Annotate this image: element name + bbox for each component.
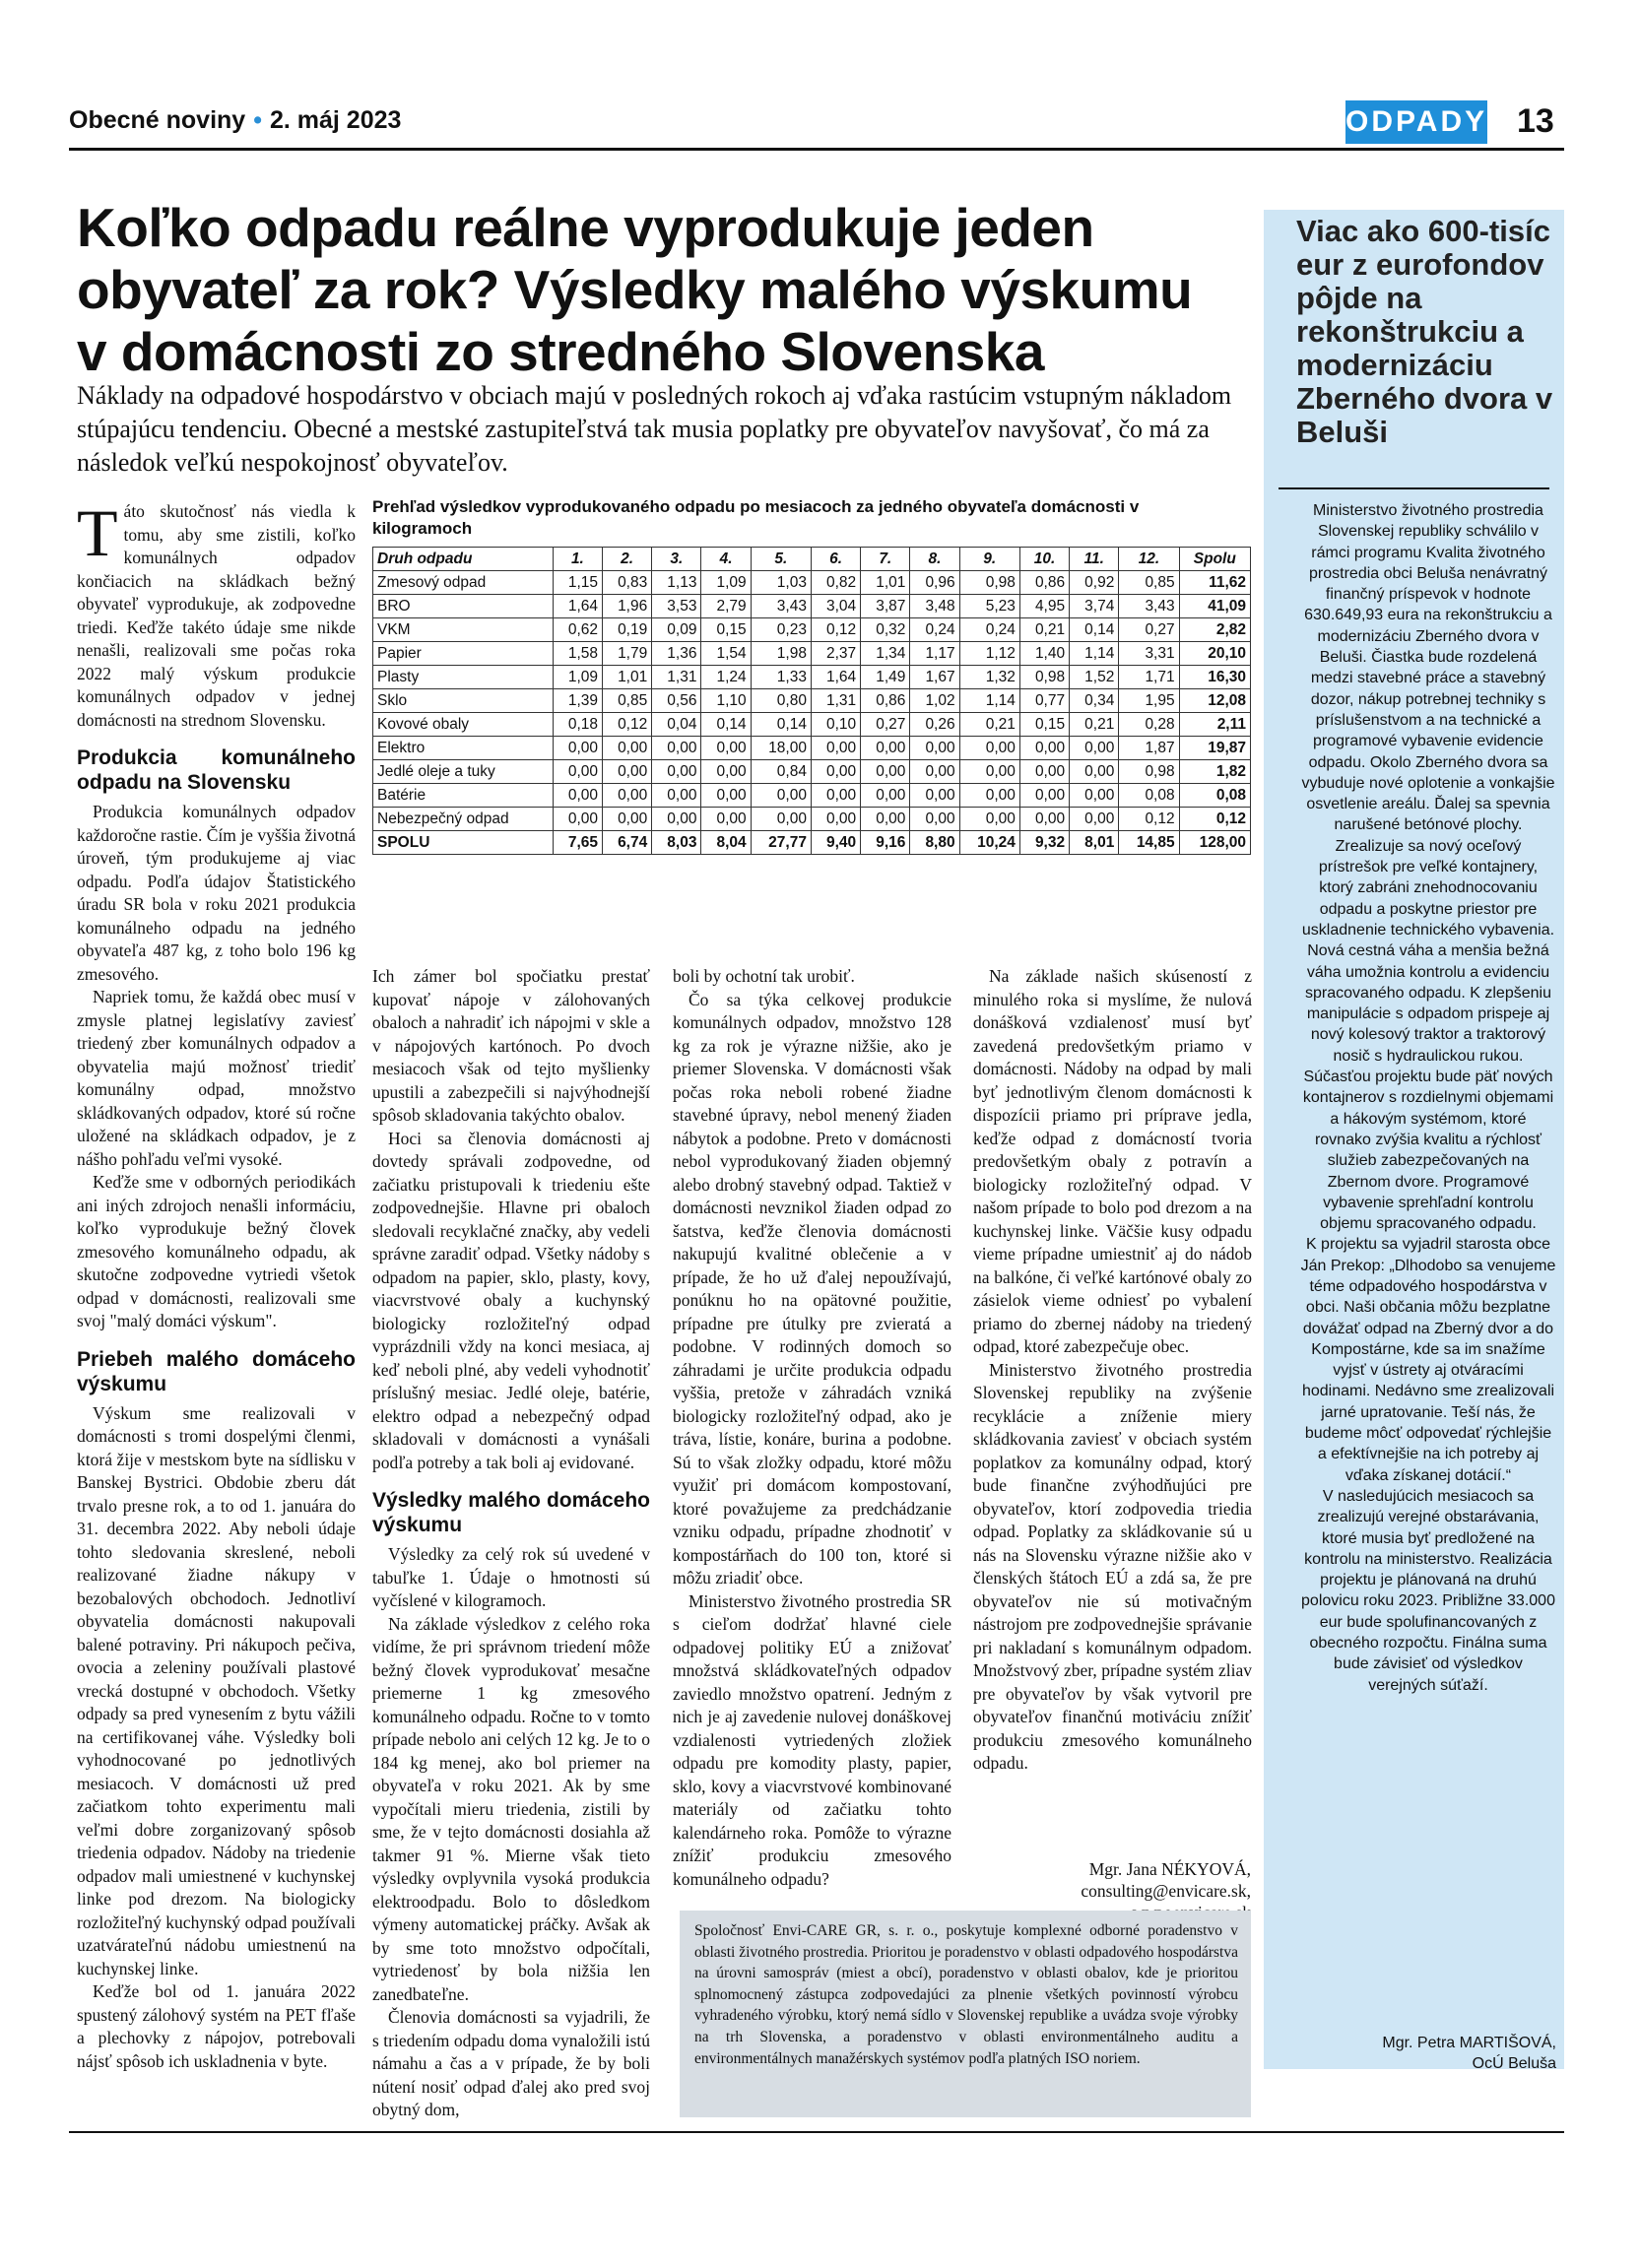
column-header-month: 12. (1119, 548, 1179, 571)
table-cell: 1,52 (1070, 666, 1119, 689)
table-cell: 0,00 (1070, 737, 1119, 760)
table-cell: 0,00 (603, 784, 652, 808)
table-cell: 7,65 (553, 831, 602, 855)
table-cell: 0,23 (751, 618, 811, 642)
paragraph: Ministerstvo životného prostredia Slovenskej republiky na zvýšenie recyklácie a zníženie miery skládkovania zaviesť v obciach systém poplatkov za komunálny odpad, ktorý bude finančne zvýhodňujúci pre obyvateľov, ktorí zodpovedia triedia odpad. Poplatky za skládkovanie sú u nás na Slovensku výrazne nižšie ako v členských štátoch EÚ a zdá sa, že pre obyvateľov nie sú motivačným nástrojom pre zodpovednejšie správanie pri nakladaní s komunálnym odpadom. Množstvový zber, prípadne systém zliav pre obyvateľov by však vytvoril pre obyvateľov finančnú motiváciu znížiť produkciu zmesového komunálneho odpadu. (973, 1359, 1252, 1773)
table-cell: 0,00 (701, 784, 751, 808)
table-title: Prehľad výsledkov vyprodukovaného odpadu po mesiacoch za jedného obyvateľa domácnosti v kilogramoch (372, 497, 1140, 538)
table-row (373, 642, 1251, 666)
table-cell: 1,39 (553, 689, 602, 713)
column-header-month: 6. (811, 548, 860, 571)
table-cell: 0,00 (652, 784, 701, 808)
table-row (373, 666, 1251, 689)
row-label: Plasty (373, 666, 554, 689)
table-cell: 0,28 (1119, 713, 1179, 737)
table-cell: 1,54 (701, 642, 751, 666)
newspaper-header (69, 106, 401, 135)
article-lead: Náklady na odpadové hospodárstvo v obciach majú v posledných rokoch aj vďaka rastúcim vstupným nákladom stúpajúcu tendenciu. Obecné a mestské zastupiteľstvá tak musia poplatky pre obyvateľov navyšovať, čo má za následok veľkú nespokojnosť obyvateľov. (77, 381, 1232, 477)
row-label: Sklo (373, 689, 554, 713)
table-cell: 0,98 (1119, 760, 1179, 784)
table-row (373, 713, 1251, 737)
table-cell: 0,00 (1019, 784, 1069, 808)
table-cell: 0,00 (910, 760, 959, 784)
table-cell: 2,37 (811, 642, 860, 666)
table-cell: 6,74 (603, 831, 652, 855)
table-cell: 3,53 (652, 595, 701, 618)
row-label: Jedlé oleje a tuky (373, 760, 554, 784)
table-header-row (373, 548, 1251, 571)
table-cell: 3,31 (1119, 642, 1179, 666)
table-cell: 0,00 (652, 808, 701, 831)
table-cell: 0,00 (910, 808, 959, 831)
newspaper-name: Obecné noviny (69, 106, 246, 134)
table-cell: 1,71 (1119, 666, 1179, 689)
table-cell: 0,00 (959, 760, 1019, 784)
column-header-month: 11. (1070, 548, 1119, 571)
paragraph: Členovia domácnosti sa vyjadrili, že s triedením odpadu doma vynaložili istú námahu a čas a v prípade, že by boli nútení nosiť odpad ďalej ako pred svoj obytný dom, (372, 2007, 650, 2119)
table-row (373, 808, 1251, 831)
table-row (373, 689, 1251, 713)
table-row (373, 618, 1251, 642)
author-email: consulting@envicare.sk, (1081, 1881, 1251, 1901)
table-cell: 0,00 (553, 808, 602, 831)
table-cell: 0,00 (701, 737, 751, 760)
table-cell: 0,00 (751, 808, 811, 831)
table-cell: 9,40 (811, 831, 860, 855)
column-header-type: Druh odpadu (373, 548, 554, 571)
table-cell: 0,00 (553, 760, 602, 784)
table-cell: 1,32 (959, 666, 1019, 689)
table-cell: 1,01 (603, 666, 652, 689)
table-cell: 0,85 (1119, 571, 1179, 595)
sidebar-headline: Viac ako 600-tisíc eur z eurofondov pôjde na rekonštrukciu a modernizáciu Zberného dvora v Beluši (1296, 214, 1553, 449)
row-total-cell: 41,09 (1179, 595, 1250, 618)
table-cell: 1,12 (959, 642, 1019, 666)
footer-rule (69, 2131, 1564, 2133)
table-cell: 0,14 (1070, 618, 1119, 642)
paragraph: Keďže sme v odborných periodikách ani iných zdrojoch nenašli informáciu, koľko vyprodukuje bežný človek zmesového komunálneho odpadu, ak skutočne zodpovedne vytriedi všetok odpad v domácnosti, realizovali sme svoj "malý domáci výskum". (77, 1172, 356, 1330)
article-column-1 (77, 495, 356, 2073)
subheading: Produkcia komunálneho odpadu na Slovensku (77, 746, 356, 794)
table-cell: 5,23 (959, 595, 1019, 618)
sidebar-paragraph: K projektu sa vyjadril starosta obce Ján Prekop: „Dlhodobo sa venujeme téme odpadového hospodárstva v obci. Naši občania môžu bezplatne dovážať odpad na Zberný dvor a do Kompostárne, kde sa im snažíme vyjsť v ústrety aj otváracími hodinami. Nedávno sme zrealizovali jarné upratovanie. Teší nás, že budeme môcť odpovedať rýchlejšie a efektívnejšie na ich potreby aj vďaka získanej dotácií.“ (1300, 1236, 1556, 1484)
column-header-month: 4. (701, 548, 751, 571)
table-cell: 0,00 (811, 737, 860, 760)
column-header-month: 8. (910, 548, 959, 571)
table-cell: 1,31 (811, 689, 860, 713)
table-cell: 0,00 (861, 808, 910, 831)
table-cell: 0,21 (1070, 713, 1119, 737)
table-cell: 0,24 (910, 618, 959, 642)
row-label: Kovové obaly (373, 713, 554, 737)
article-headline: Koľko odpadu reálne vyprodukuje jeden obyvateľ za rok? Výsledky malého výskumu v domácnosti zo stredného Slovenska (77, 197, 1193, 382)
article-column-2 (372, 965, 650, 2122)
column-header-month: 1. (553, 548, 602, 571)
table-cell: 0,24 (959, 618, 1019, 642)
table-cell: 0,10 (811, 713, 860, 737)
paragraph: Na základe našich skúseností z minulého roka si myslíme, že nulová donášková vzdialenosť musí byť zavedená predovšetkým priamo v domácnosti. Nádoby na odpad by mali byť jednotlivým členom domácnosti k dispozícii priamo pri príprave jedla, keďže odpad z domácností tvoria predovšetkým obaly z potravín a biologicky rozložiteľný odpad. V našom prípade to bolo pod drezom a na kuchynskej linke. Väčšie kusy odpadu vieme prípadne umiestniť aj do nádob na balkóne, či veľké kartónové obaly zo zásielok vieme odniesť po vybalení priamo do zbernej nádoby na triedený odpad, ktoré zabezpečuje obec. (973, 966, 1252, 1356)
bullet-separator: • (253, 106, 262, 134)
row-total-cell: 128,00 (1179, 831, 1250, 855)
table-cell: 0,15 (701, 618, 751, 642)
paragraph: Hoci sa členovia domácnosti aj dovtedy správali zodpovedne, od začiatku pristupovali k triedeniu ešte zodpovednejšie. Hlavne pri obaloch sledovali recyklačné značky, aby vedeli správne zaradiť odpad. Všetky nádoby s odpadom na papier, sklo, plasty, kovy, viacvrstvové obaly a kuchynský biologicky rozložiteľný odpad vyprázdnili vždy na konci mesiaca, aj keď neboli plné, aby vedeli vyhodnotiť príslušný mesiac. Jedlé oleje, batérie, elektro odpad a nebezpečný odpad skladovali v domácnosti a vynášali podľa potreby a tak boli aj evidované. (372, 1128, 650, 1472)
table-row (373, 760, 1251, 784)
company-info-text: Spoločnosť Envi-CARE GR, s. r. o., poskytuje komplexné odborné poradenstvo v oblasti životného prostredia. Prioritou je poradenstvo v oblasti odpadového hospodárstva na úrovni samospráv (miest a obcí), poradenstvo v oblasti obalov, kde je prioritou splnomocnený zástupca zodpovedajúci za plnenie všetkých povinností výrobcu vyhradeného výrobku, ktorý nemá sídlo v Slovenskej republike a uvádza svoje výrobky na trh Slovenska, a poradenstvo v oblasti environmentálneho auditu a environmentálnych manažérskych systémov podľa platných ISO noriem. (694, 1922, 1238, 2067)
table-row (373, 784, 1251, 808)
row-label: Batérie (373, 784, 554, 808)
table-cell: 0,00 (701, 760, 751, 784)
table-cell: 3,43 (1119, 595, 1179, 618)
table-cell: 0,00 (1070, 760, 1119, 784)
row-label: VKM (373, 618, 554, 642)
row-label: BRO (373, 595, 554, 618)
table-cell: 0,00 (603, 808, 652, 831)
table-cell: 1,64 (811, 666, 860, 689)
table-cell: 0,62 (553, 618, 602, 642)
table-cell: 9,32 (1019, 831, 1069, 855)
table-cell: 0,00 (1019, 808, 1069, 831)
table-cell: 0,14 (701, 713, 751, 737)
table-cell: 0,80 (751, 689, 811, 713)
table-cell: 0,82 (811, 571, 860, 595)
column-header-total: Spolu (1179, 548, 1250, 571)
row-label: SPOLU (373, 831, 554, 855)
table-cell: 0,21 (1019, 618, 1069, 642)
table-cell: 1,40 (1019, 642, 1069, 666)
table-cell: 0,00 (1019, 760, 1069, 784)
subheading: Priebeh malého domáceho výskumu (77, 1347, 356, 1395)
table-cell: 1,14 (1070, 642, 1119, 666)
table-cell: 0,21 (959, 713, 1019, 737)
table-cell: 1,02 (910, 689, 959, 713)
table-cell: 0,18 (553, 713, 602, 737)
subheading: Výsledky malého domáceho výskumu (372, 1489, 650, 1536)
column-header-month: 2. (603, 548, 652, 571)
paragraph: Produkcia komunálnych odpadov každoročne rastie. Čím je vyššia životná úroveň, tým produkujeme aj viac odpadu. Podľa údajov Štatistického úradu SR bola v roku 2021 produkcia komunálneho odpadu na jedného obyvateľa 487 kg, z toho bolo 196 kg zmesového. (77, 802, 356, 984)
page-number: 13 (1517, 102, 1554, 140)
row-total-cell: 11,62 (1179, 571, 1250, 595)
table-cell: 1,15 (553, 571, 602, 595)
table-cell: 1,17 (910, 642, 959, 666)
paragraph: Keďže bol od 1. januára 2022 spustený zálohový systém na PET fľaše a plechovky z nápojov, potrebovali nájsť spôsob ich uskladnenia v byte. (77, 1981, 356, 2071)
column-header-month: 9. (959, 548, 1019, 571)
table-cell: 9,16 (861, 831, 910, 855)
table-cell: 1,87 (1119, 737, 1179, 760)
table-cell: 3,43 (751, 595, 811, 618)
row-total-cell: 0,08 (1179, 784, 1250, 808)
issue-date: 2. máj 2023 (269, 106, 402, 134)
sidebar-paragraph: V nasledujúcich mesiacoch sa zrealizujú verejné obstarávania, ktoré musia byť predložené na kontrolu na ministerstvo. Realizácia projektu je plánovaná na druhú polovicu roku 2023. Približne 33.000 eur bude spolufinancovaných z obecného rozpočtu. Finálna suma bude závisieť od výsledkov verejných súťaží. (1301, 1487, 1555, 1694)
table-cell: 0,56 (652, 689, 701, 713)
table-cell: 1,09 (553, 666, 602, 689)
table-cell: 0,00 (861, 760, 910, 784)
table-cell: 1,24 (701, 666, 751, 689)
table-cell: 1,33 (751, 666, 811, 689)
table-cell: 0,32 (861, 618, 910, 642)
table-cell: 0,00 (811, 784, 860, 808)
table-cell: 0,00 (811, 808, 860, 831)
table-cell: 0,84 (751, 760, 811, 784)
table-total-row (373, 831, 1251, 855)
sidebar-paragraph: Ministerstvo životného prostredia Slovenskej republiky schválilo v rámci programu Kvalita životného prostredia obci Beluša nenávratný finančný príspevok v hodnote 630.649,93 eura na rekonštrukciu a modernizáciu Zberného dvora v Beluši. Čiastka bude rozdelená medzi stavebné práce a stavebný dozor, nákup potrebnej techniky s príslušenstvom a na technické a programové vybavenie evidencie odpadu. Okolo Zberného dvora sa vybuduje nové oplotenie a vonkajšie osvetlenie areálu. Ďalej sa spevnia narušené betónové plochy. Zrealizuje sa nový oceľový prístrešok pre veľké kontajnery, ktorý zabráni znehodnocovaniu odpadu a poskytne priestor pre uskladnenie technického vybavenia. Nová cestná váha a menšia bežná váha umožnia kontrolu a evidenciu spracovaného odpadu. K zlepšeniu manipulácie s odpadom prispeje aj nový kolesový traktor a traktorový nosič s hydraulickou rukou. Súčasťou projektu bude päť nových kontajnerov s rozdielnymi objemami a hákovým systémom, ktoré rovnako zvýšia kvalitu a rýchlosť služieb zabezpečovaných na Zbernom dvore. Programové vybavenie sprehľadní kontrolu objemu spracovaného odpadu. (1301, 502, 1555, 1233)
table-cell: 1,01 (861, 571, 910, 595)
table-row (373, 595, 1251, 618)
table-cell: 1,14 (959, 689, 1019, 713)
table-row (373, 571, 1251, 595)
sidebar-body (1300, 500, 1556, 1696)
paragraph: Ministerstvo životného prostredia SR s cieľom dodržať hlavné ciele odpadovej politiky EÚ a znižovať množstvá skládkovateľných odpadov zaviedlo množstvo opatrení. Jedným z nich je aj zavedenie nulovej donáškovej vzdialenosti vytriedených zložiek odpadu pre komodity plasty, papier, sklo, kovy a viacvrstvové kombinované materiály od začiatku tohto kalendárneho roka. Pomôže to výrazne znížiť produkciu zmesového komunálneho odpadu? (673, 1590, 951, 1889)
table-cell: 3,48 (910, 595, 959, 618)
table-cell: 0,00 (959, 737, 1019, 760)
table-cell: 0,00 (811, 760, 860, 784)
table-cell: 27,77 (751, 831, 811, 855)
column-header-month: 3. (652, 548, 701, 571)
table-cell: 10,24 (959, 831, 1019, 855)
table-cell: 14,85 (1119, 831, 1179, 855)
table-cell: 1,96 (603, 595, 652, 618)
table-cell: 0,96 (910, 571, 959, 595)
table-cell: 0,19 (603, 618, 652, 642)
table-cell: 0,08 (1119, 784, 1179, 808)
table-cell: 0,12 (1119, 808, 1179, 831)
table-cell: 0,00 (603, 737, 652, 760)
table-cell: 0,00 (910, 737, 959, 760)
row-label: Elektro (373, 737, 554, 760)
row-total-cell: 20,10 (1179, 642, 1250, 666)
table-cell: 0,00 (603, 760, 652, 784)
table-cell: 1,64 (553, 595, 602, 618)
paragraph: Výskum sme realizovali v domácnosti s tromi dospelými členmi, ktorá žije v mestskom byte na sídlisku v Banskej Bystrici. Obdobie zberu dát trvalo presne rok, a to od 1. januára do 31. decembra 2022. Aby neboli údaje tohto sledovania skreslené, neboli realizované žiadne nákupy v bezobalových obchodoch. Jednotliví obyvatelia domácnosti nakupovali balené potraviny. Pri nákupoch pečiva, ovocia a zeleniny používali plastové vrecká dostupné v obchodoch. Všetky odpady sa pred vynesením z bytu vážili na certifikovanej váhe. Výsledky boli vyhodnocované po jednotlivých mesiacoch. V domácnosti už pred začiatkom tohto experimentu mali veľmi dobre zorganizovaný spôsob triedenia odpadov. Nádoby na triedenie odpadov mali umiestnené v kuchynskej linke pod drezom. Na biologicky rozložiteľný kuchynský odpad používali uzatvárateľnú nádobu umiestnenú na kuchynskej linke. (77, 1402, 356, 1978)
table-cell: 0,12 (811, 618, 860, 642)
table-cell: 0,00 (861, 737, 910, 760)
paragraph: Na základe výsledkov z celého roka vidíme, že pri správnom triedení môže bežný človek vyprodukovať mesačne priemerne 1 kg zmesového komunálneho odpadu. Ročne to v tomto prípade nebolo ani celých 12 kg. Je to o 184 kg menej, ako bol priemer na obyvateľa v roku 2021. Ak by sme vypočítali mieru triedenia, zistili by sme, že v tejto domácnosti dosiahla až takmer 91 %. Mierne však tieto výsledky ovplyvnila vysoká produkcia elektroodpadu. Bolo to dôsledkom výmeny automatickej práčky. Avšak ak by sme toto množstvo odpočítali, vytriedenosť by bola nižšia len zanedbateľne. (372, 1613, 650, 2004)
table-cell: 0,92 (1070, 571, 1119, 595)
drop-cap: T (77, 495, 118, 570)
table-cell: 0,12 (603, 713, 652, 737)
row-label: Nebezpečný odpad (373, 808, 554, 831)
table-cell: 1,10 (701, 689, 751, 713)
table-cell: 0,77 (1019, 689, 1069, 713)
article-column-3 (673, 965, 951, 1891)
table-cell: 0,98 (959, 571, 1019, 595)
row-total-cell: 0,12 (1179, 808, 1250, 831)
table-cell: 0,85 (603, 689, 652, 713)
table-cell: 0,00 (652, 737, 701, 760)
table-cell: 0,00 (1070, 784, 1119, 808)
table-cell: 0,00 (1070, 808, 1119, 831)
row-label: Zmesový odpad (373, 571, 554, 595)
table-cell: 0,34 (1070, 689, 1119, 713)
table-cell: 0,00 (553, 737, 602, 760)
table-cell: 0,00 (1019, 737, 1069, 760)
table-cell: 0,00 (652, 760, 701, 784)
table-cell: 0,27 (861, 713, 910, 737)
sidebar-author-name: Mgr. Petra MARTIŠOVÁ, (1382, 2035, 1556, 2051)
table-cell: 0,00 (959, 808, 1019, 831)
author-name: Mgr. Jana NÉKYOVÁ, (1088, 1859, 1251, 1879)
table-row (373, 737, 1251, 760)
paragraph: Ich zámer bol spočiatku prestať kupovať nápoje v zálohovaných obaloch a nahradiť ich nápojmi v skle a v nápojových kartónoch. Po dvoch mesiacoch však od tejto myšlienky upustili a zabezpečili si najvýhodnejší spôsob skladovania takýchto obalov. (372, 966, 650, 1125)
table-cell: 0,26 (910, 713, 959, 737)
waste-table (372, 547, 1251, 855)
table-cell: 0,14 (751, 713, 811, 737)
table-cell: 4,95 (1019, 595, 1069, 618)
paragraph: Napriek tomu, že každá obec musí v zmysle platnej legislatívy zaviesť triedený zber komunálnych odpadov a obyvatelia majú možnosť triediť komunálny odpad, množstvo skládkovaných odpadov, ktoré sú ročne uložené na skládkach odpadov, je z nášho pohľadu veľmi vysoké. (77, 987, 356, 1169)
table-cell: 18,00 (751, 737, 811, 760)
table-cell: 1,03 (751, 571, 811, 595)
table-cell: 1,09 (701, 571, 751, 595)
table-cell: 0,04 (652, 713, 701, 737)
table-cell: 8,80 (910, 831, 959, 855)
table-cell: 8,04 (701, 831, 751, 855)
row-total-cell: 19,87 (1179, 737, 1250, 760)
table-cell: 1,95 (1119, 689, 1179, 713)
table-cell: 1,79 (603, 642, 652, 666)
table-cell: 0,86 (1019, 571, 1069, 595)
table-cell: 1,13 (652, 571, 701, 595)
table-cell: 1,49 (861, 666, 910, 689)
section-badge: ODPADY (1345, 100, 1487, 144)
table-cell: 0,15 (1019, 713, 1069, 737)
row-total-cell: 1,82 (1179, 760, 1250, 784)
intro-paragraph: Táto skutočnosť nás viedla k tomu, aby sme zistili, koľko komunálnych odpadov končiacich na skládkach bežný obyvateľ vyprodukuje, ak zodpovedne triedi. Keďže takéto údaje sme nikde nenašli, realizovali sme počas roka 2022 malý výskum produkcie komunálnych odpadov v jednej domácnosti na strednom Slovensku. (77, 495, 356, 730)
table-cell: 0,00 (701, 808, 751, 831)
row-total-cell: 12,08 (1179, 689, 1250, 713)
table-cell: 0,27 (1119, 618, 1179, 642)
sidebar-rule (1279, 487, 1549, 489)
table-cell: 8,01 (1070, 831, 1119, 855)
table-cell: 0,00 (910, 784, 959, 808)
table-cell: 1,98 (751, 642, 811, 666)
header-rule (69, 148, 1564, 151)
table-cell: 0,98 (1019, 666, 1069, 689)
table-cell: 0,00 (751, 784, 811, 808)
row-total-cell: 16,30 (1179, 666, 1250, 689)
row-total-cell: 2,11 (1179, 713, 1250, 737)
table-cell: 0,00 (861, 784, 910, 808)
table-cell: 3,74 (1070, 595, 1119, 618)
row-label: Papier (373, 642, 554, 666)
table-cell: 1,67 (910, 666, 959, 689)
table-cell: 1,31 (652, 666, 701, 689)
article-column-4 (973, 965, 1252, 1776)
sidebar-author-org: OcÚ Beluša (1472, 2055, 1556, 2072)
table-cell: 8,03 (652, 831, 701, 855)
table-cell: 0,86 (861, 689, 910, 713)
table-cell: 1,58 (553, 642, 602, 666)
table-cell: 0,00 (553, 784, 602, 808)
paragraph: boli by ochotní tak urobiť. (673, 966, 855, 986)
table-cell: 2,79 (701, 595, 751, 618)
table-cell: 0,09 (652, 618, 701, 642)
table-cell: 3,04 (811, 595, 860, 618)
table-cell: 0,83 (603, 571, 652, 595)
table-cell: 3,87 (861, 595, 910, 618)
paragraph: Výsledky za celý rok sú uvedené v tabuľke 1. Údaje o hmotnosti sú vyčíslené v kilogramoch. (372, 1544, 650, 1610)
table-cell: 1,36 (652, 642, 701, 666)
column-header-month: 5. (751, 548, 811, 571)
column-header-month: 10. (1019, 548, 1069, 571)
column-header-month: 7. (861, 548, 910, 571)
row-total-cell: 2,82 (1179, 618, 1250, 642)
sidebar-author (1310, 2033, 1556, 2074)
table-cell: 1,34 (861, 642, 910, 666)
paragraph: Čo sa týka celkovej produkcie komunálnych odpadov, množstvo 128 kg za rok je výrazne nižšie, ako je priemer Slovenska. V domácnosti však počas roka neboli robené žiadne stavebné úpravy, nebol menený žiaden nábytok a podobne. Preto v domácnosti nebol vyprodukovaný žiaden objemný alebo drobný stavebný odpad. Taktiež v domácnosti nevznikol žiaden odpad zo šatstva, keďže členovia domácnosti nakupujú kvalitné oblečenie a v prípade, že ho už ďalej nepoužívajú, ponúknu ho na opätovné použitie, prípadne pre útulky pre zvieratá a podobne. V rodinných domoch so záhradami je určite produkcia odpadu vyššia, pretože v záhradách vzniká biologicky rozložiteľný odpad, ako je tráva, lístie, konáre, burina a podobne. Sú to však zložky odpadu, ktoré môžu využiť pri domácom kompostovaní, ktoré považujeme za predchádzanie vzniku odpadu, prípadne zhodnotiť v kompostárňach do 100 ton, ktoré si môžu zriadiť obce. (673, 989, 951, 1588)
table-cell: 0,00 (959, 784, 1019, 808)
